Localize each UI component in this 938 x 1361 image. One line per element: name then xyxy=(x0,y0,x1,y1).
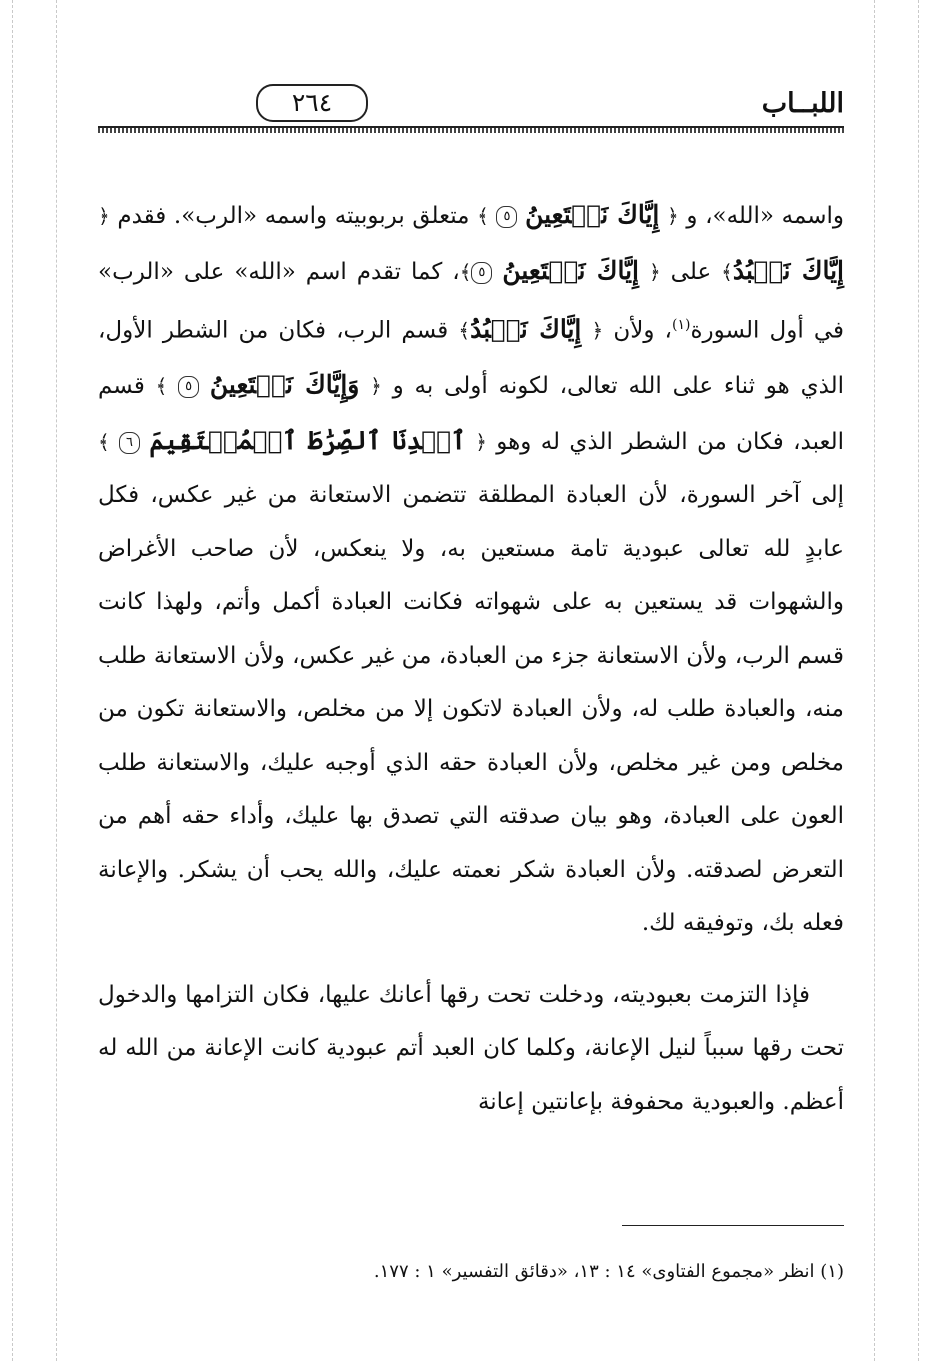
text-run: ، كما تقدم اسم «الله» على «الرب» في أول السورة xyxy=(98,258,845,344)
text-run: ، ولأن xyxy=(613,317,672,344)
footnote-separator xyxy=(622,1225,844,1226)
scan-guide-line xyxy=(56,0,57,1361)
running-title: اللبــاب xyxy=(761,88,844,119)
quran-bracket-open: ﴿ xyxy=(591,318,604,343)
quran-quote: وَإِيَّاكَ نَسۡتَعِينُ xyxy=(209,370,360,400)
ayah-number: ٦ xyxy=(119,432,140,454)
quran-bracket-close: ﴾ xyxy=(459,259,472,284)
scan-guide-line xyxy=(918,0,919,1361)
ayah-number: ٥ xyxy=(178,376,199,398)
page-number: ٢٦٤ xyxy=(256,84,368,122)
text-run: واسمه «الله»، و xyxy=(686,203,845,229)
quran-bracket-open: ﴿ xyxy=(648,259,661,284)
quran-quote: ٱهۡدِنَا ٱلصِّرَٰطَ ٱلۡمُسۡتَقِيمَ xyxy=(149,425,466,455)
quran-bracket-close: ﴾ xyxy=(155,374,168,399)
ayah-number: ٥ xyxy=(496,206,517,228)
footnote-text: انظر «مجموع الفتاوى» ١٤ : ١٣، «دقائق التفسير» ١ : ١٧٧. xyxy=(373,1261,815,1282)
text-run: قسم الرب، فكان من الشطر الأول، الذي هو ثناء على الله تعالى، لكونه أولى به و xyxy=(98,317,845,400)
footnote-number: (١) xyxy=(820,1261,844,1282)
footnote xyxy=(98,1258,844,1286)
ayah-number: ٥ xyxy=(471,262,492,284)
text-run: إلى آخر السورة، لأن العبادة المطلقة تتضمن الاستعانة من غير عكس، فكل عابدٍ لله تعالى عبودية تامة مستعين به، ولا ينعكس، لأن صاحب الأغراض والشهوات قد يستعين به على شهواته فكانت العبادة أكمل وأتم، ولهذا كانت قسم الرب، ولأن الاستعانة جزء من العبادة، من غير عكس، ولأن الاستعانة طلب منه، والعبادة طلب له، ولأن العبادة لاتكون إلا من مخلص، والاستعانة تكون من مخلص ومن غير مخلص، ولأن العبادة حقه الذي أوجبه عليك، والاستعانة طلب العون على العبادة، وهو بيان صدقته التي تصدق بها عليك، وأداء حقه أهم من التعرض لصدقته. ولأن العبادة شكر نعمته عليك، والله يحب أن يشكر. والإعانة فعله بك، وتوفيقه لك. xyxy=(98,482,844,937)
scan-guide-line xyxy=(12,0,13,1361)
quran-quote: إِيَّاكَ نَعۡبُدُ xyxy=(732,255,844,285)
text-run: قسم العبد، فكان من الشطر الذي له وهو xyxy=(98,373,845,455)
page-header xyxy=(98,82,844,124)
quran-bracket-close: ﴾ xyxy=(98,429,110,454)
quran-bracket-open: ﴿ xyxy=(370,374,382,399)
scan-guide-line xyxy=(874,0,875,1361)
quran-bracket-close: ﴾ xyxy=(458,318,471,343)
paragraph-1 xyxy=(98,188,844,951)
main-text xyxy=(98,188,844,1129)
quran-bracket-open: ﴿ xyxy=(98,204,110,228)
quran-quote: إِيَّاكَ نَعۡبُدُ xyxy=(470,314,582,344)
header-rule xyxy=(98,126,844,133)
paragraph-2: فإذا التزمت بعبوديته، ودخلت تحت رقها أعانك عليها، فكان التزامها والدخول تحت رقها سبباً لنيل الإعانة، وكلما كان العبد أتم عبودية كانت الإعانة من الله له أعظم. والعبودية محفوفة بإعانتين إعانة xyxy=(98,981,844,1115)
quran-bracket-open: ﴿ xyxy=(475,429,487,454)
footnote-reference[interactable]: (١) xyxy=(672,317,691,333)
text-run: على xyxy=(670,258,712,285)
quran-bracket-close: ﴾ xyxy=(721,259,733,284)
quran-bracket-open: ﴿ xyxy=(667,204,679,228)
quran-quote: إِيَّاكَ نَسۡتَعِينُ xyxy=(502,255,639,285)
quran-bracket-close: ﴾ xyxy=(477,204,489,228)
quran-quote: إِيَّاكَ نَسۡتَعِينُ xyxy=(525,200,660,229)
text-run: متعلق بربوبيته واسمه «الرب». فقدم xyxy=(117,203,470,229)
